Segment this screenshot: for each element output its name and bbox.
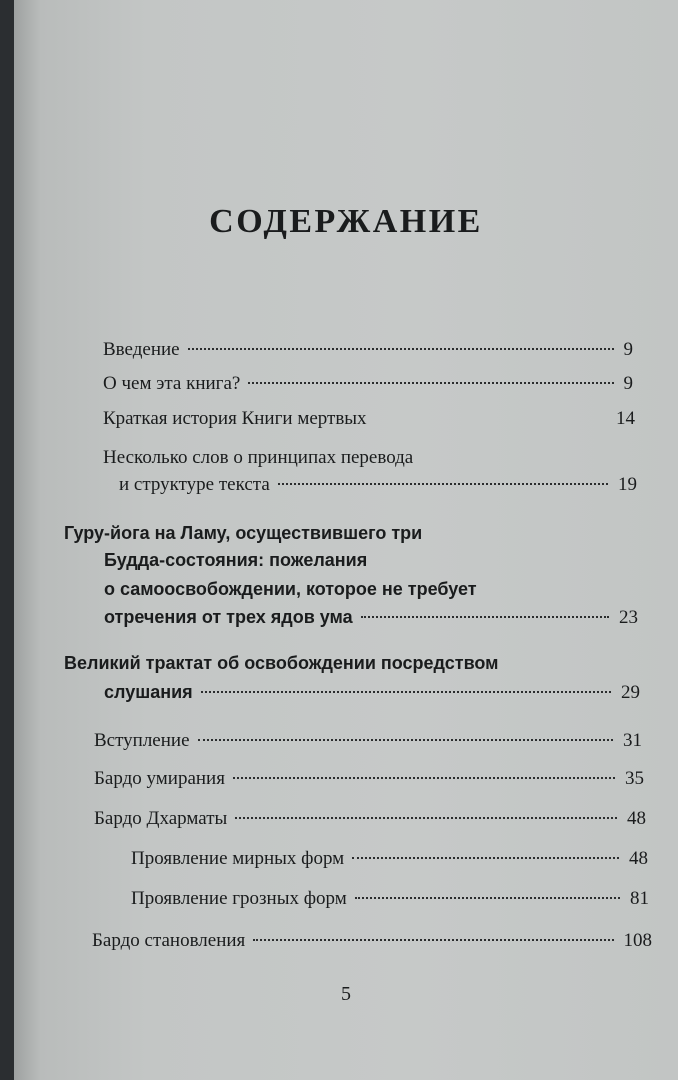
toc-entry-label: Вступление [94, 730, 190, 751]
dot-leader [253, 939, 613, 941]
toc-entry-page: 19 [618, 474, 637, 495]
toc-entry-guru-yoga [104, 601, 638, 634]
toc-entry-great-treatise [104, 676, 640, 709]
page-number: 5 [341, 983, 351, 1005]
toc-entry-label: Проявление мирных форм [131, 848, 345, 869]
toc-entry-brief-history [103, 403, 635, 435]
dot-leader [201, 691, 611, 693]
dot-leader [198, 739, 613, 741]
page-title: СОДЕРЖАНИЕ [209, 203, 483, 240]
toc-entry-page: 14 [616, 408, 635, 429]
toc-entry-label: Бардо умирания [94, 768, 225, 789]
dot-leader [278, 483, 608, 485]
toc-entry-label: и структуре текста [119, 474, 270, 495]
dot-leader [188, 348, 614, 350]
toc-entry-peaceful-forms [131, 843, 648, 875]
dot-leader [355, 897, 620, 899]
dot-leader [361, 616, 609, 618]
toc-entry-label: слушания [104, 682, 193, 702]
toc-entry-page: 23 [619, 607, 638, 628]
toc-entry-bardo-dying [94, 763, 644, 795]
toc-entry-preface [94, 725, 642, 757]
toc-entry-translation [119, 469, 637, 501]
toc-entry-about-book [103, 368, 633, 400]
toc-entry-label: Бардо становления [92, 930, 246, 951]
toc-entry-label: Бардо Дхарматы [94, 808, 228, 829]
toc-entry-label: О чем эта книга? [103, 373, 241, 394]
toc-entry-page: 35 [625, 768, 644, 789]
toc-entry-label: отречения от трех ядов ума [104, 607, 353, 627]
toc-entry-page: 9 [623, 373, 633, 394]
toc-entry-page: 48 [627, 808, 646, 829]
dot-leader [235, 817, 617, 819]
dot-leader [352, 857, 619, 859]
toc-entry-guru-yoga-line2: Будда-состояния: пожелания [104, 550, 368, 570]
toc-entry-guru-yoga-line1: Гуру-йога на Ламу, осуществившего три [64, 523, 423, 543]
toc-entry-introduction [103, 334, 633, 366]
book-page [14, 0, 678, 1080]
toc-entry-guru-yoga-line3: о самоосвобождении, которое не требует [104, 579, 477, 599]
toc-entry-page: 9 [623, 339, 633, 360]
toc-entry-label: Проявление грозных форм [131, 888, 347, 909]
toc-entry-page: 31 [623, 730, 642, 751]
toc-entry-bardo-becoming [92, 925, 652, 957]
toc-entry-bardo-dharmata [94, 803, 646, 835]
toc-entry-page: 29 [621, 682, 640, 703]
toc-entry-label: Введение [103, 339, 180, 360]
toc-entry-page: 108 [623, 930, 652, 951]
toc-entry-page: 48 [629, 848, 648, 869]
dot-leader [233, 777, 615, 779]
dot-leader [375, 417, 606, 419]
toc-entry-label: Краткая история Книги мертвых [103, 408, 367, 429]
toc-entry-page: 81 [630, 888, 649, 909]
dot-leader [248, 382, 613, 384]
toc-entry-great-treatise-line1: Великий трактат об освобождении посредством [64, 653, 499, 673]
toc-entry-translation-line1: Несколько слов о принципах перевода [103, 447, 414, 468]
toc-entry-wrathful-forms [131, 883, 649, 915]
